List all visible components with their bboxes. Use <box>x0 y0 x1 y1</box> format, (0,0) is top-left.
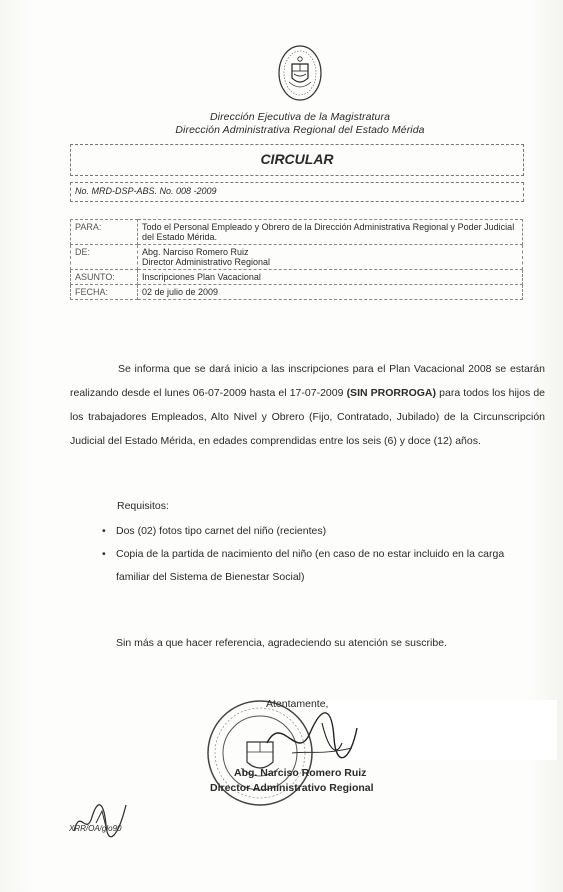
body-text-part1: Se informa que se dará inicio a las inscripciones para el Plan Vacacional 2008 se estarán realizando desde el lunes 06-07-2009 hasta el 17-07-2009 <box>70 363 545 399</box>
meta-value: Todo el Personal Empleado y Obrero de la Dirección Administrativa Regional y Poder Judicial del Estado Mérida. <box>138 220 523 245</box>
handwritten-signature-icon <box>262 703 362 773</box>
meta-row-de <box>71 245 523 270</box>
meta-label: ASUNTO: <box>71 270 138 285</box>
bullet-icon: • <box>102 548 106 560</box>
signature-salutation: Atentamente, <box>266 698 329 710</box>
meta-row-para <box>71 220 523 245</box>
signer-name: Abg. Narciso Romero Ruiz <box>234 767 367 779</box>
document-number-box <box>70 182 524 202</box>
document-title: CIRCULAR <box>260 151 334 167</box>
signer-title: Director Administrativo Regional <box>210 782 374 794</box>
body-text-part2: para todos los hijos de los trabajadores Empleados, Alto Nivel y Obrero (Fijo, Contratado, Jubilado) de la Circunscripción Judicial del Estado Mérida, en edades comprendidas entre los seis (6) y doce (12) años. <box>70 387 546 447</box>
meta-value-secondary: Director Administrativo Regional <box>142 257 271 267</box>
closing-text: Sin más a que hacer referencia, agradeciendo su atención se suscribe. <box>116 637 447 649</box>
coat-of-arms-icon <box>277 44 323 102</box>
meta-value: Abg. Narciso Romero Ruiz <box>142 247 249 257</box>
reference-initials: XRR/OA/glo90 <box>69 824 122 833</box>
meta-row-asunto <box>71 270 523 285</box>
initials-scribble-icon <box>66 797 136 845</box>
meta-label: PARA: <box>71 220 138 245</box>
meta-row-fecha <box>71 285 523 300</box>
bullet-icon: • <box>102 525 106 537</box>
meta-value: Inscripciones Plan Vacacional <box>138 270 523 285</box>
requirements-label: Requisitos: <box>117 500 169 512</box>
meta-value: 02 de julio de 2009 <box>138 285 523 300</box>
document-number: No. MRD-DSP-ABS. No. 008 -2009 <box>75 186 217 196</box>
meta-label: FECHA: <box>71 285 138 300</box>
requirement-item: • Copia de la partida de nacimiento del niño (en caso de no estar incluido en la carga familiar del Sistema de Bienestar Social) <box>102 543 522 589</box>
meta-value-group <box>138 245 523 270</box>
header-org-line-1: Dirección Ejecutiva de la Magistratura <box>209 111 391 123</box>
metadata-table <box>70 219 523 300</box>
header-org-line-2: Dirección Administrativa Regional del Estado Mérida <box>175 124 425 136</box>
circular-title-box <box>70 144 524 176</box>
body-text-emphasis: (SIN PRORROGA) <box>346 387 437 399</box>
meta-label: DE: <box>71 245 138 270</box>
requirement-item: • Dos (02) fotos tipo carnet del niño (recientes) <box>102 520 522 543</box>
body-paragraph <box>70 357 545 453</box>
